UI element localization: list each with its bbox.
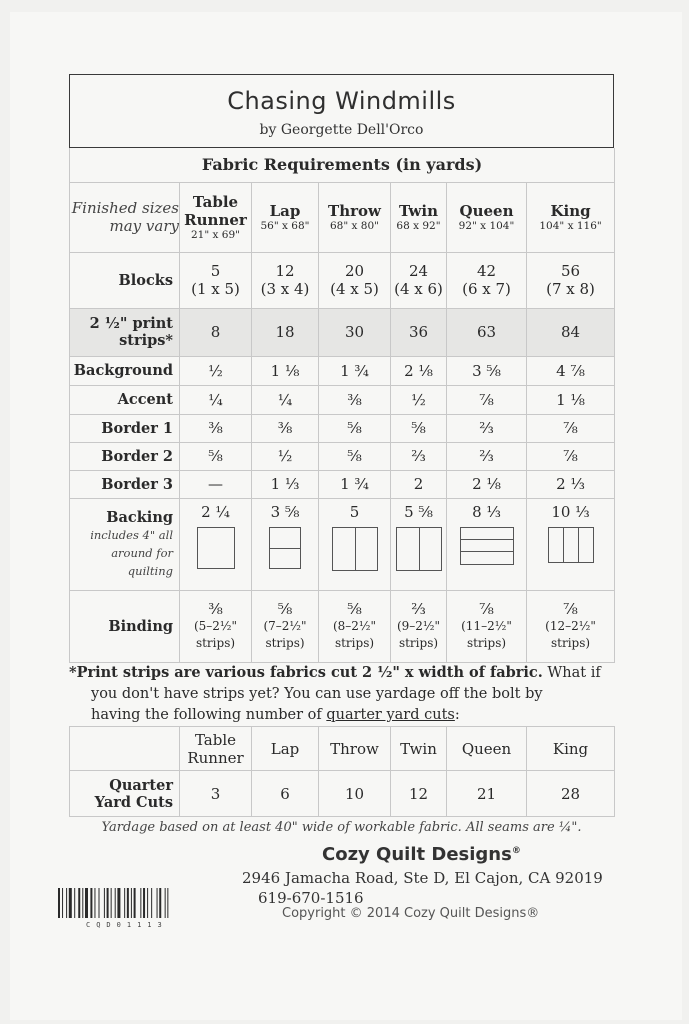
value-cell: ⅔	[447, 442, 527, 470]
row-label-print-strips: 2 ½" print strips*	[70, 308, 180, 356]
quarter-yard-cuts-link: quarter yard cuts	[326, 707, 455, 723]
value-cell: 2	[391, 470, 447, 498]
backing-layout-icon	[460, 527, 514, 565]
value-cell: ½	[180, 356, 252, 385]
company-phone: 619-670-1516	[258, 889, 364, 907]
value-cell: ⅜	[252, 414, 319, 442]
row-label-accent: Accent	[70, 385, 180, 414]
blocks-cell: 42 (6 x 7)	[447, 252, 527, 308]
title-box	[69, 74, 614, 148]
backing-layout-icon	[197, 527, 235, 569]
yardage-note: Yardage based on at least 40" wide of workable fabric. All seams are ¼".	[101, 820, 582, 835]
value-cell: ⅞	[447, 385, 527, 414]
value-cell: 4 ⅞	[527, 356, 615, 385]
backing-cell: 8 ⅓	[447, 498, 527, 590]
quarter-header-2: Throw	[319, 727, 391, 771]
binding-cell: ⅞ (11–2½" strips)	[447, 590, 527, 662]
row-label-blocks: Blocks	[70, 252, 180, 308]
quarter-value-cell: 28	[527, 771, 615, 817]
value-cell: 1 ⅛	[252, 356, 319, 385]
binding-cell: ⅞ (12–2½" strips)	[527, 590, 615, 662]
value-cell: —	[180, 470, 252, 498]
backing-layout-icon	[332, 527, 378, 571]
q-corner	[70, 727, 180, 771]
row-label-background: Background	[70, 356, 180, 385]
value-cell: ¼	[180, 385, 252, 414]
quarter-value-cell: 21	[447, 771, 527, 817]
strips-cell: 30	[319, 308, 391, 356]
note-bold: *Print strips are various fabrics cut 2 ½" x width of fabric.	[69, 664, 543, 681]
strips-cell: 84	[527, 308, 615, 356]
table-caption: Fabric Requirements (in yards)	[70, 148, 615, 182]
value-cell: 2 ⅓	[527, 470, 615, 498]
backing-cell: 10 ⅓	[527, 498, 615, 590]
value-cell: 1 ⅛	[527, 385, 615, 414]
value-cell: ⅝	[319, 414, 391, 442]
value-cell: ½	[391, 385, 447, 414]
size-header-3: Twin 68 x 92"	[391, 182, 447, 252]
company-address: 2946 Jamacha Road, Ste D, El Cajon, CA 92019	[242, 869, 603, 887]
barcode-number: CQD01113	[86, 921, 168, 929]
quarter-header-1: Lap	[252, 727, 319, 771]
value-cell: ⅝	[391, 414, 447, 442]
value-cell: 1 ¾	[319, 470, 391, 498]
binding-cell: ⅜ (5–2½" strips)	[180, 590, 252, 662]
value-cell: ⅔	[391, 442, 447, 470]
copyright-notice: Copyright © 2014 Cozy Quilt Designs®	[282, 906, 540, 921]
value-cell: ⅝	[180, 442, 252, 470]
blocks-cell: 12 (3 x 4)	[252, 252, 319, 308]
backing-cell: 2 ¼	[180, 498, 252, 590]
value-cell: 3 ⅝	[447, 356, 527, 385]
backing-layout-icon	[396, 527, 442, 571]
barcode-icon	[58, 888, 212, 918]
binding-cell: ⅝ (7–2½" strips)	[252, 590, 319, 662]
value-cell: 2 ⅛	[447, 470, 527, 498]
finished-sizes-note: Finished sizes may vary	[70, 182, 180, 252]
strips-cell: 63	[447, 308, 527, 356]
size-header-1: Lap 56" x 68"	[252, 182, 319, 252]
blocks-cell: 5 (1 x 5)	[180, 252, 252, 308]
value-cell: ⅞	[527, 442, 615, 470]
quarter-value-cell: 3	[180, 771, 252, 817]
row-label-border-1: Border 1	[70, 414, 180, 442]
blocks-cell: 24 (4 x 6)	[391, 252, 447, 308]
print-strips-note: *Print strips are various fabrics cut 2 ½" x width of fabric. What if you don't have strips yet? You can use yardage off the bolt by having the following number of quarter yard cuts:	[69, 664, 601, 723]
backing-cell: 5 ⅝	[391, 498, 447, 590]
value-cell: ⅜	[180, 414, 252, 442]
quarter-value-cell: 6	[252, 771, 319, 817]
value-cell: ½	[252, 442, 319, 470]
company-name: Cozy Quilt Designs®	[322, 844, 521, 865]
size-header-5: King 104" x 116"	[527, 182, 615, 252]
row-label-border-2: Border 2	[70, 442, 180, 470]
value-cell: ¼	[252, 385, 319, 414]
blocks-cell: 20 (4 x 5)	[319, 252, 391, 308]
quarter-value-cell: 10	[319, 771, 391, 817]
quarter-header-4: Queen	[447, 727, 527, 771]
row-label-quarter-yard-cuts: Quarter Yard Cuts	[70, 771, 180, 817]
value-cell: 2 ⅛	[391, 356, 447, 385]
binding-cell: ⅝ (8–2½" strips)	[319, 590, 391, 662]
size-header-4: Queen 92" x 104"	[447, 182, 527, 252]
strips-cell: 36	[391, 308, 447, 356]
quarter-header-0: Table Runner	[180, 727, 252, 771]
row-label-binding: Binding	[70, 590, 180, 662]
size-header-0: Table Runner 21" x 69"	[180, 182, 252, 252]
quarter-header-5: King	[527, 727, 615, 771]
value-cell: 1 ⅓	[252, 470, 319, 498]
pattern-title: Chasing Windmills	[227, 87, 456, 115]
backing-layout-icon	[269, 527, 301, 569]
strips-cell: 8	[180, 308, 252, 356]
size-header-2: Throw 68" x 80"	[319, 182, 391, 252]
quarter-header-3: Twin	[391, 727, 447, 771]
strips-cell: 18	[252, 308, 319, 356]
value-cell: ⅔	[447, 414, 527, 442]
designer-byline: by Georgette Dell'Orco	[259, 122, 424, 138]
backing-cell: 3 ⅝	[252, 498, 319, 590]
row-label-border-3: Border 3	[70, 470, 180, 498]
fabric-requirements-table	[69, 148, 614, 663]
binding-cell: ⅔ (9–2½" strips)	[391, 590, 447, 662]
quarter-yard-cuts-table	[69, 726, 614, 817]
value-cell: 1 ¾	[319, 356, 391, 385]
value-cell: ⅞	[527, 414, 615, 442]
backing-layout-icon	[548, 527, 594, 563]
quarter-value-cell: 12	[391, 771, 447, 817]
blocks-cell: 56 (7 x 8)	[527, 252, 615, 308]
value-cell: ⅜	[319, 385, 391, 414]
row-label-backing: Backing includes 4" all around for quilting	[70, 498, 180, 590]
backing-cell: 5	[319, 498, 391, 590]
value-cell: ⅝	[319, 442, 391, 470]
